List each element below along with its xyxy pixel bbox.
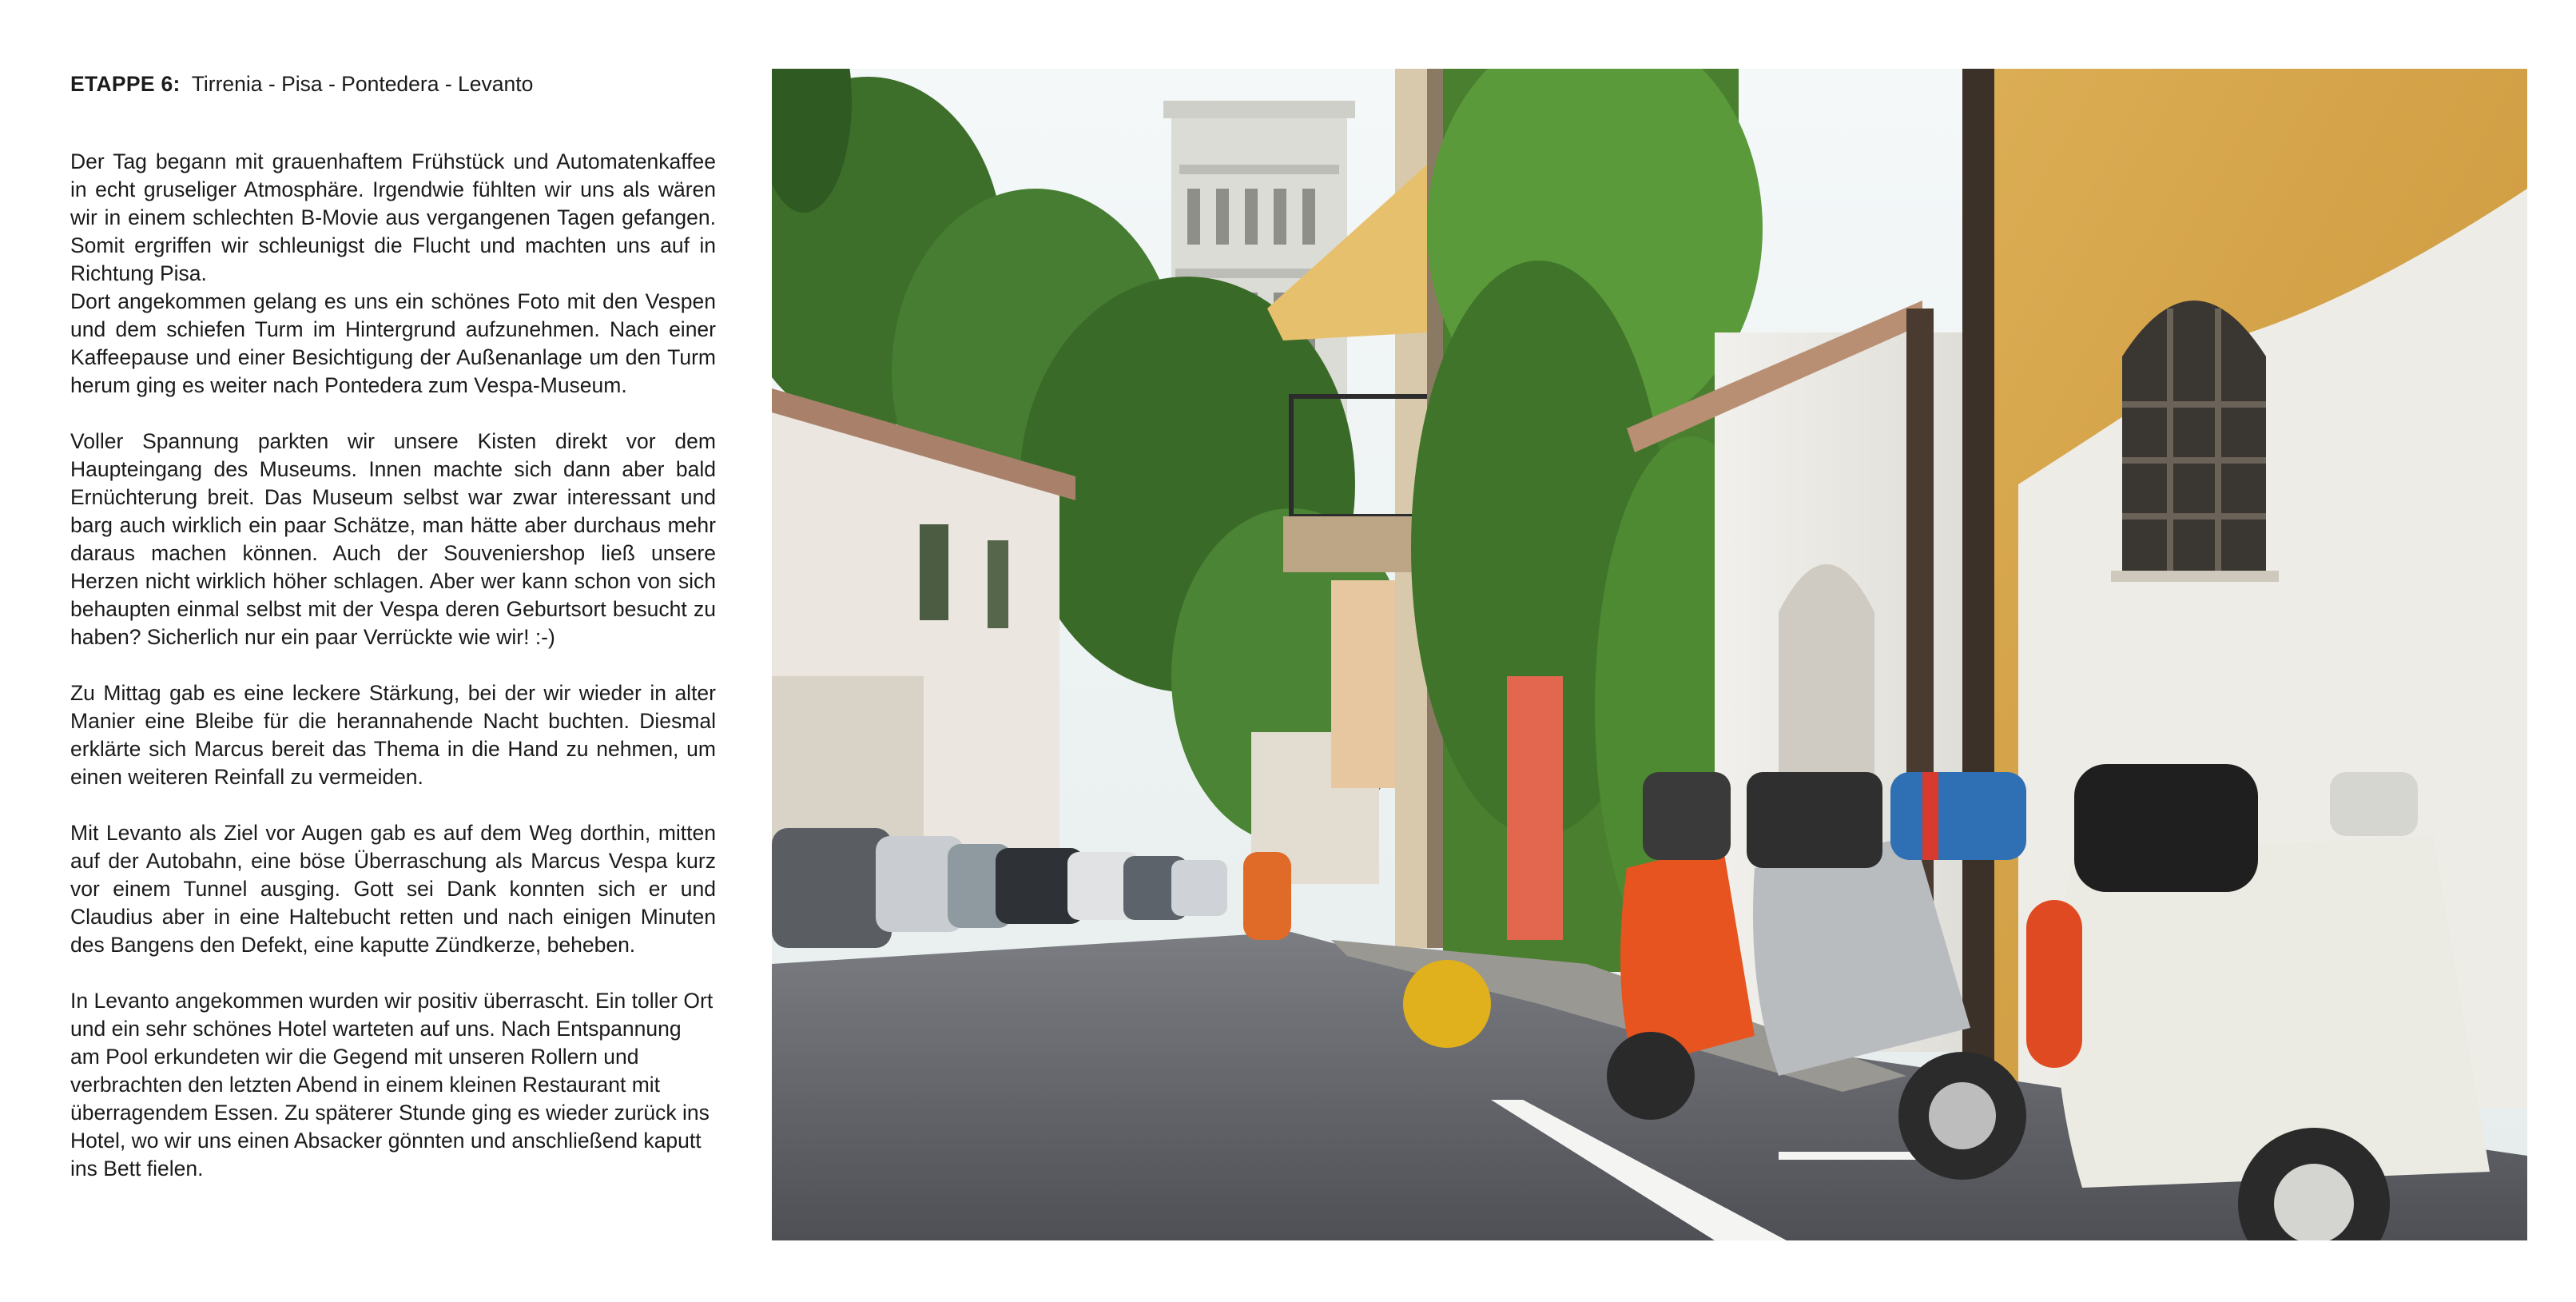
paragraph-3: Zu Mittag gab es eine leckere Stärkung, bei der wir wieder in alter Manier eine Bleibe für die herannahende Nacht buchten. Diesmal erklärte sich Marcus bereit das Thema in die Hand zu nehmen, um einen weiteren Reinfall zu vermeiden. (70, 681, 716, 789)
stage-label: ETAPPE 6: (70, 72, 181, 96)
paragraph-1: Der Tag begann mit grauenhaftem Frühstück und Automatenkaffee in echt gruseliger Atmosphäre. Irgendwie fühlten wir uns als wären wir in einem schlechten B-Movie aus vergangenen Tagen gefangen. Somit ergriffen wir schleunigst die Flucht und machten uns auf in Richtung Pisa. Dort angekommen gelang es uns ein schönes Foto mit den Vespen und dem schiefen Turm im Hintergrund aufzunehmen. Nach einer Kaffeepause und einer Besichtigung der Außenanlage um den Turm herum ging es weiter nach Pontedera zum Vespa-Museum. (70, 149, 716, 397)
route-label: Tirrenia - Pisa - Pontedera - Levanto (191, 72, 534, 96)
paragraph-4: Mit Levanto als Ziel vor Augen gab es auf dem Weg dorthin, mitten auf der Autobahn, eine böse Überraschung als Marcus Vespa kurz vor einem Tunnel ausging. Gott sei Dank konnten sich er und Claudius aber in eine Haltebucht retten und nach einigen Minuten des Bangens den Defekt, eine kaputte Zündkerze, beheben. (70, 821, 716, 957)
street-scene-illustration (772, 69, 2527, 1240)
text-column (70, 70, 716, 1211)
bollard (1403, 960, 1491, 1048)
street-photo (772, 69, 2527, 1240)
distant-scooter (1243, 852, 1291, 940)
paragraph-5: In Levanto angekommen wurden wir positiv überrascht. Ein toller Ort und ein sehr schönes Hotel warteten auf uns. Nach Entspannung am Pool erkundeten wir die Gegend mit unseren Rollern und verbrachten den letzten Abend in einem kleinen Restaurant mit überragendem Essen. Zu späterer Stunde ging es wieder zurück ins Hotel, wo wir uns einen Absacker gönnten und anschließend kaputt ins Bett fielen. (70, 989, 714, 1181)
paragraph-2: Voller Spannung parkten wir unsere Kisten direkt vor dem Haupteingang des Museums. Innen machte sich dann aber bald Ernüchterung breit. Das Museum selbst war zwar interessant und barg auch wirklich ein paar Schätze, man hätte aber durchaus mehr daraus machen können. Auch der Souveniershop ließ unsere Herzen nicht wirklich höher schlagen. Aber wer kann schon von sich behaupten einmal selbst mit der Vespa deren Geburtsort besucht zu haben? Sicherlich nur ein paar Verrückte wie wir! :-) (70, 429, 716, 649)
arched-window (2111, 301, 2279, 582)
stage-heading (70, 70, 716, 98)
